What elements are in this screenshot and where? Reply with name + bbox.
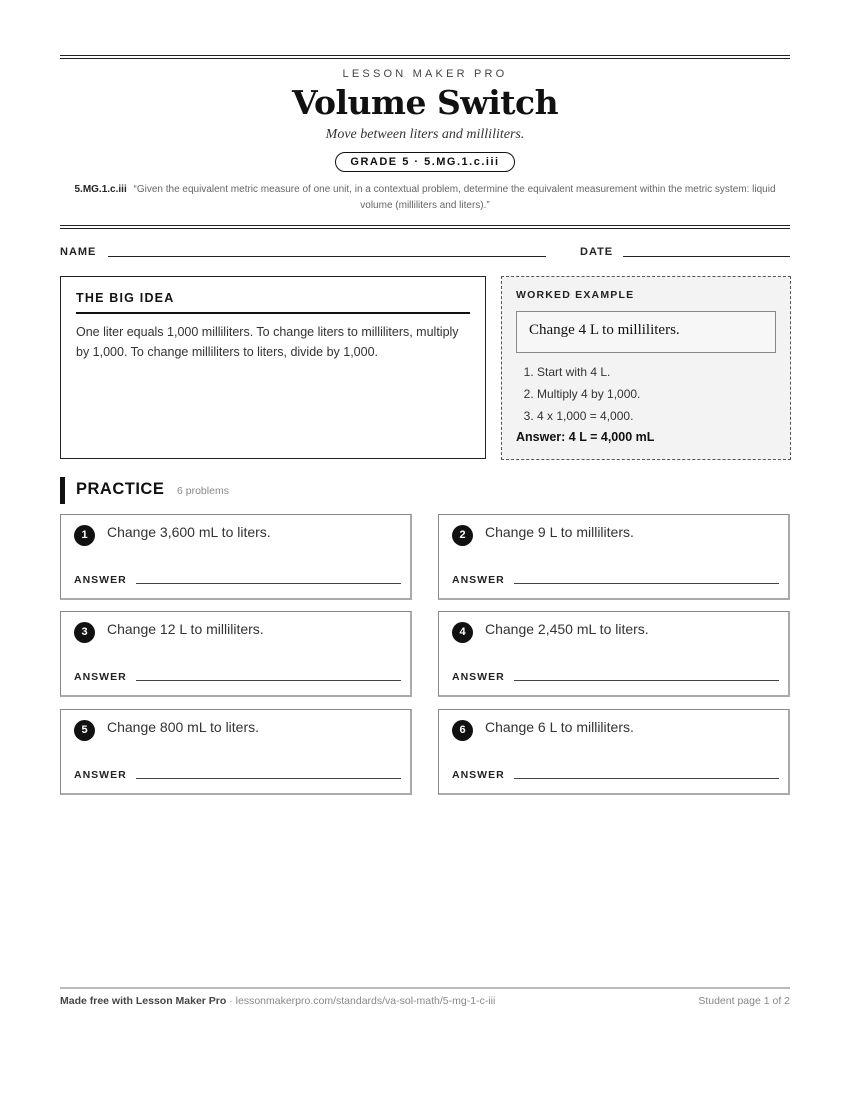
big-idea-body: One liter equals 1,000 milliliters. To change liters to milliliters, multiply by 1,000. To change milliliters to liters, divide by 1,000. [76, 325, 459, 359]
problem-number-badge: 2 [452, 525, 473, 546]
problem-card-6 [438, 709, 790, 795]
worked-example-answer: Answer: 4 L = 4,000 mL [516, 430, 655, 444]
answer-field-2[interactable] [514, 583, 779, 584]
problem-text: Change 6 L to milliliters. [485, 719, 634, 735]
standard-text: “Given the equivalent metric measure of one unit, in a contextual problem, determine the equivalent measurement within the metric system: liquid volume (milliliters and liters).” [133, 184, 776, 211]
problem-card-5 [60, 709, 412, 795]
answer-field-3[interactable] [136, 680, 401, 681]
footer-page-number: Student page 1 of 2 [698, 995, 790, 1007]
answer-field-1[interactable] [136, 583, 401, 584]
name-field[interactable] [108, 256, 546, 257]
header-top-rule [60, 55, 790, 56]
problem-card-1 [60, 514, 412, 600]
answer-field-5[interactable] [136, 778, 401, 779]
brand-name: LESSON MAKER PRO [342, 68, 508, 80]
problem-number-badge: 3 [74, 622, 95, 643]
big-idea-heading: THE BIG IDEA [76, 291, 470, 314]
answer-label: ANSWER [452, 671, 505, 683]
date-label: DATE [580, 246, 614, 258]
problem-text: Change 9 L to milliliters. [485, 524, 634, 540]
answer-label: ANSWER [74, 671, 127, 683]
worked-step: 3. 4 x 1,000 = 4,000. [537, 405, 776, 427]
name-label: NAME [60, 246, 97, 258]
problem-card-2 [438, 514, 790, 600]
header-bottom-rule-inner [60, 228, 790, 229]
grade-badge: GRADE 5 · 5.MG.1.c.iii [335, 152, 514, 172]
problem-card-4 [438, 611, 790, 697]
header-bottom-rule [60, 225, 790, 226]
problem-card-3 [60, 611, 412, 697]
worked-example-heading: WORKED EXAMPLE [516, 289, 635, 301]
page-title: Volume Switch [291, 83, 559, 122]
problem-text: Change 12 L to milliliters. [107, 621, 264, 637]
standard-description [70, 182, 780, 214]
practice-count: 6 problems [177, 485, 229, 497]
header-top-rule-inner [60, 58, 790, 59]
big-idea-box [60, 276, 486, 459]
answer-field-6[interactable] [514, 778, 779, 779]
answer-field-4[interactable] [514, 680, 779, 681]
footer-made-with: Made free with Lesson Maker Pro [60, 995, 227, 1007]
page-subtitle: Move between liters and milliliters. [325, 127, 525, 142]
answer-label: ANSWER [452, 769, 505, 781]
worked-example-steps [537, 361, 776, 427]
footer-rule [60, 987, 790, 989]
problem-number-badge: 6 [452, 720, 473, 741]
answer-label: ANSWER [74, 769, 127, 781]
answer-label: ANSWER [452, 574, 505, 586]
problem-text: Change 800 mL to liters. [107, 719, 260, 735]
footer-credit [60, 995, 495, 1007]
date-field[interactable] [623, 256, 790, 257]
problem-number-badge: 5 [74, 720, 95, 741]
worked-step: 2. Multiply 4 by 1,000. [537, 383, 776, 405]
worked-example-box [501, 276, 791, 460]
problem-text: Change 2,450 mL to liters. [485, 621, 649, 637]
standard-code: 5.MG.1.c.iii [74, 184, 127, 195]
problem-number-badge: 1 [74, 525, 95, 546]
footer-url[interactable]: · lessonmakerpro.com/standards/va-sol-math/5-mg-1-c-iii [226, 995, 496, 1007]
answer-label: ANSWER [74, 574, 127, 586]
worked-step: 1. Start with 4 L. [537, 361, 776, 383]
grade-pill-row [60, 152, 790, 172]
practice-accent-bar [60, 477, 65, 504]
problem-text: Change 3,600 mL to liters. [107, 524, 271, 540]
problem-number-badge: 4 [452, 622, 473, 643]
worked-example-prompt: Change 4 L to milliliters. [516, 311, 776, 353]
practice-title: PRACTICE [76, 480, 165, 498]
